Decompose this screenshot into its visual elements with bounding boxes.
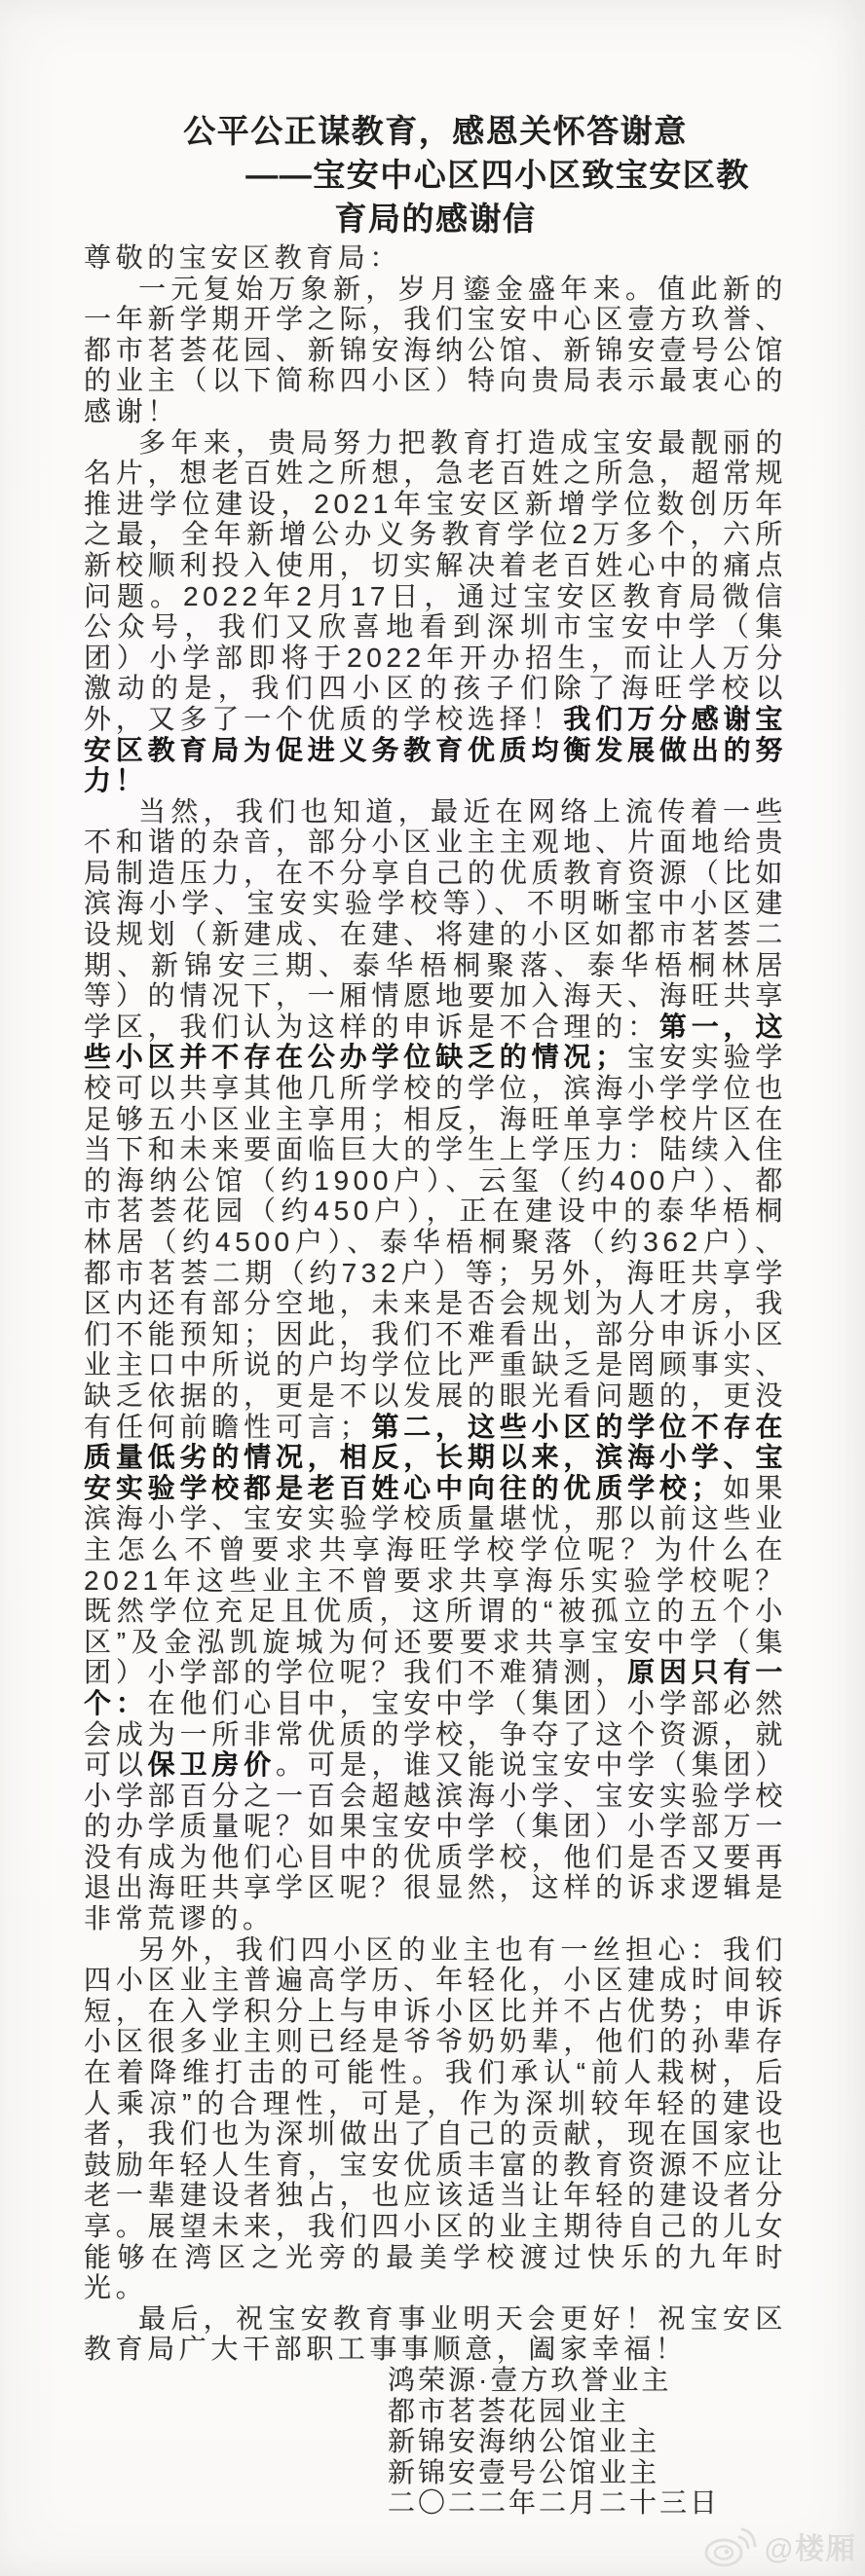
letter-date: 二〇二二年二月二十三日 <box>388 2487 721 2519</box>
title-line-3: 育局的感谢信 <box>334 201 537 237</box>
text-segment: 在他们心目中，宝安中学（集团）小学部必然会成为一所非常优质的学校，争夺了这个资源，就可以 <box>84 1687 787 1781</box>
letter-content <box>84 109 787 2519</box>
watermark-text: @楼厢 <box>764 2533 857 2565</box>
letter-title <box>84 109 787 240</box>
text-segment-bold: 我们万分感谢宝安区教育局为促进义务教育优质均衡发展做出的努力！ <box>84 703 787 796</box>
paragraph-1 <box>84 274 787 427</box>
text-segment: 一元复始万象新，岁月鎏金盛年来。值此新的一年新学期开学之际，我们宝安中心区壹方玖誉、都市茗荟花园、新锦安海纳公馆、新锦安壹号公馆的业主（以下简称四小区）特向贵局表示最衷心的感谢！ <box>84 273 787 426</box>
signature-line: 新锦安海纳公馆业主 <box>388 2426 660 2457</box>
weibo-icon <box>702 2523 759 2568</box>
text-segment-bold: 保卫房价 <box>147 1749 276 1781</box>
text-segment-bold: 原因只有一个： <box>84 1657 787 1718</box>
weibo-watermark <box>702 2523 857 2568</box>
text-segment: 当然，我们也知道，最近在网络上流传着一些不和谐的杂音，部分小区业主主观地、片面地给贵局制造压力，在不分享自己的优质教育资源（比如滨海小学、宝安实验学校等）、不明晰宝中小区建设规划（新建成、在建、将建的小区如都市茗荟二期、新锦安三期、泰华梧桐聚落、泰华梧桐林居等）的情况下，一厢情愿地要加入海天、海旺共享学区，我们认为这样的申诉是不合理的： <box>84 795 787 1042</box>
signature-line: 鸿荣源·壹方玖誉业主 <box>388 2364 672 2395</box>
title-line-1: 公平公正谋教育，感恩关怀答谢意 <box>183 113 688 149</box>
signature-block <box>388 2365 787 2519</box>
salutation: 尊敬的宝安区教育局： <box>84 242 402 273</box>
paragraph-4 <box>84 1934 787 2303</box>
text-segment: 另外，我们四小区的业主也有一丝担心：我们四小区业主普遍高学历、年轻化，小区建成时间较短，在入学积分上与申诉小区比并不占优势；申诉小区很多业主则已经是爷爷奶奶辈，他们的孙辈存在着降维打击的可能性。我们承认“前人栽树，后人乘凉”的合理性，可是，作为深圳较年轻的建设者，我们也为深圳做出了自己的贡献，现在国家也鼓励年轻人生育，宝安优质丰富的教育资源不应让老一辈建设者独占，也应该适当让年轻的建设者分享。展望未来，我们四小区的业主期待自己的儿女能够在湾区之光旁的最美学校渡过快乐的九年时光。 <box>84 1933 787 2303</box>
title-line-2: ——宝安中心区四小区致宝安区教 <box>245 157 750 193</box>
paragraph-5 <box>84 2303 787 2365</box>
letter-body <box>84 242 787 2519</box>
text-segment-bold: 第一，这些小区并不存在公办学位缺乏的情况； <box>84 1011 787 1073</box>
text-segment: 如果滨海小学、宝安实验学校质量堪忧，那以前这些业主怎么不曾要求共享海旺学校学位呢？为什么在2021年这些业主不曾要求共享海乐实验学校呢？既然学位充足且优质，这所谓的“被孤立的五个小区”及金泓凯旋城为何还要要求共享宝安中学（集团）小学部的学位呢？我们不难猜测， <box>84 1472 787 1688</box>
text-segment-bold: 第二，这些小区的学位不存在质量低劣的情况，相反，长期以来，滨海小学、宝安实验学校都是老百姓心中向往的优质学校； <box>84 1411 787 1503</box>
signature-line: 新锦安壹号公馆业主 <box>388 2456 660 2487</box>
paragraph-3 <box>84 796 787 1934</box>
text-segment: 最后，祝宝安教育事业明天会更好！祝宝安区教育局广大干部职工事事顺意，阖家幸福！ <box>84 2302 787 2365</box>
text-segment: 多年来，贵局努力把教育打造成宝安最靓丽的名片，想老百姓之所想，急老百姓之所急，超常规推进学位建设，2021年宝安区新增学位数创历年之最，全年新增公办义务教育学位2万多个，六所新校顺利投入使用，切实解决着老百姓心中的痛点问题。2022年2月17日，通过宝安区教育局微信公众号，我们又欣喜地看到深圳市宝安中学（集团）小学部即将于2022年开办招生，而让人万分激动的是，我们四小区的孩子们除了海旺学校以外，又多了一个优质的学校选择！ <box>84 426 787 734</box>
paragraph-2 <box>84 427 787 796</box>
text-segment: 。可是，谁又能说宝安中学（集团）小学部百分之一百会超越滨海小学、宝安实验学校的办学质量呢？如果宝安中学（集团）小学部万一没有成为他们心目中的优质学校，他们是否又要再退出海旺共享学区呢？很显然，这样的诉求逻辑是非常荒谬的。 <box>84 1749 787 1934</box>
signature-line: 都市茗荟花园业主 <box>388 2395 630 2426</box>
text-segment: 宝安实验学校可以共享其他几所学校的学位，滨海小学学位也足够五小区业主享用；相反，海旺单享学校片区在当下和未来要面临巨大的学生上学压力：陆续入住的海纳公馆（约1900户）、云玺（约400户）、都市茗荟花园（约450户），正在建设中的泰华梧桐林居（约4500户）、泰华梧桐聚落（约362户）、都市茗荟二期（约732户）等；另外，海旺共享学区内还有部分空地，未来是否会规划为人才房，我们不能预知；因此，我们不难看出，部分申诉小区业主口中所说的户均学位比严重缺乏是罔顾事实、缺乏依据的，更是不以发展的眼光看问题的，更没有任何前瞻性可言； <box>84 1042 787 1442</box>
